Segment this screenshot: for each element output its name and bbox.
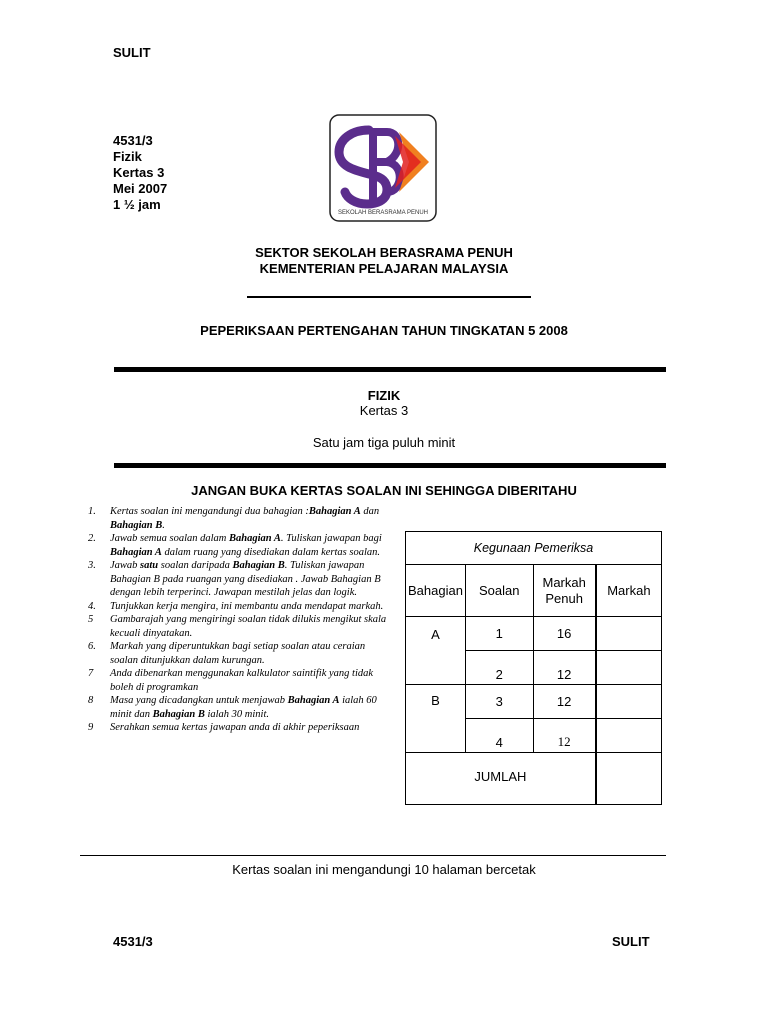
- penuh-1: 16: [533, 617, 596, 651]
- pages-note: Kertas soalan ini mengandungi 10 halaman bercetak: [232, 862, 536, 877]
- instruction-fragment: Jawab: [110, 560, 141, 571]
- instruction-text: [110, 694, 388, 721]
- paper-info: [113, 133, 167, 213]
- instruction-fragment: dan: [360, 506, 380, 517]
- paper-number: Kertas 3: [113, 165, 165, 180]
- section-a-label: A: [406, 617, 466, 685]
- instruction-number: 2.: [88, 533, 96, 544]
- org-line-1: SEKTOR SEKOLAH BERASRAMA PENUH: [255, 245, 513, 260]
- footer-rule: [80, 855, 666, 856]
- subject-name: FIZIK: [367, 388, 401, 403]
- instruction-fragment: Jawab semua soalan dalam: [110, 533, 229, 544]
- instruction-fragment: Serahkan semua kertas jawapan anda di akhir peperiksaan: [110, 722, 360, 733]
- instruction-emphasis: Bahagian A: [308, 506, 361, 517]
- instruction-item: [88, 640, 388, 667]
- soalan-3: 3: [465, 685, 533, 719]
- header-markah-penuh: Markah Penuh: [533, 565, 596, 617]
- instruction-emphasis: Bahagian A: [229, 533, 281, 544]
- sbp-logo: [329, 114, 437, 222]
- instruction-item: [88, 613, 388, 640]
- instruction-fragment: .: [162, 519, 165, 531]
- instruction-fragment: . Tuliskan jawapan Bahagian B pada ruangan yang disediakan . Jawab Bahagian B dengan lebih terperinci. Jawapan mestilah jelas dan logik.: [110, 560, 381, 598]
- instruction-item: [88, 505, 388, 532]
- instruction-item: [88, 532, 388, 559]
- sbp-logo-graphic: [329, 114, 437, 222]
- penuh-4: 12: [533, 719, 596, 753]
- instruction-fragment: soalan daripada: [158, 560, 233, 571]
- instruction-item: [88, 559, 388, 600]
- instruction-item: [88, 721, 388, 735]
- soalan-4: 4: [465, 719, 533, 753]
- warning-text: JANGAN BUKA KERTAS SOALAN INI SEHINGGA DIBERITAHU: [191, 483, 577, 498]
- exam-title: PEPERIKSAAN PERTENGAHAN TAHUN TINGKATAN 5 2008: [200, 323, 568, 338]
- instruction-fragment: Gambarajah yang mengiringi soalan tidak dilukis mengikut skala kecuali dinyatakan.: [110, 614, 387, 639]
- instruction-text: [110, 667, 388, 694]
- section-b-label: B: [406, 685, 466, 753]
- org-underline: [247, 296, 531, 298]
- instruction-number: 1.: [88, 506, 96, 517]
- instruction-emphasis: Bahagian B: [110, 519, 163, 531]
- instruction-text: [110, 600, 388, 614]
- instruction-text: [110, 505, 388, 532]
- table-caption: Kegunaan Pemeriksa: [406, 532, 662, 565]
- instruction-fragment: ialah 30 minit.: [204, 708, 269, 720]
- instruction-number: 3.: [88, 560, 96, 571]
- instruction-emphasis: satu: [140, 560, 159, 571]
- instruction-emphasis: Bahagian A: [110, 546, 162, 558]
- top-thick-rule: [114, 367, 666, 372]
- footer-paper-code: 4531/3: [113, 934, 153, 949]
- header-markah: Markah: [596, 565, 662, 617]
- header-soalan: Soalan: [465, 565, 533, 617]
- instruction-text: [110, 721, 388, 735]
- penuh-2: 12: [533, 651, 596, 685]
- instruction-number: 6.: [88, 641, 96, 652]
- markah-cell-3[interactable]: [596, 685, 662, 719]
- total-label: JUMLAH: [406, 753, 596, 805]
- soalan-1: 1: [465, 617, 533, 651]
- instruction-fragment: Anda dibenarkan menggunakan kalkulator saintifik yang tidak boleh di programkan: [110, 668, 374, 693]
- sulit-top-label: SULIT: [113, 45, 151, 60]
- instruction-number: 9: [88, 722, 94, 733]
- instructions-list: [88, 505, 388, 735]
- instruction-fragment: ialah 60 minit dan: [110, 695, 377, 720]
- instruction-emphasis: Bahagian B: [152, 708, 205, 720]
- bottom-thick-rule: [114, 463, 666, 468]
- markah-cell-4[interactable]: [596, 719, 662, 753]
- subject-paper: Kertas 3: [359, 403, 409, 418]
- subject-block: [0, 388, 768, 450]
- instruction-fragment: dalam ruang yang disediakan dalam kertas soalan.: [161, 546, 380, 558]
- markah-cell-1[interactable]: [596, 617, 662, 651]
- header-bahagian: Bahagian: [406, 565, 466, 617]
- instruction-number: 8: [88, 695, 94, 706]
- markah-cell-2[interactable]: [596, 651, 662, 685]
- examiner-table: [405, 531, 662, 805]
- paper-code: 4531/3: [113, 133, 153, 148]
- instruction-fragment: . Tuliskan jawapan bagi: [280, 533, 382, 544]
- paper-duration: 1 ½ jam: [113, 197, 161, 212]
- instruction-item: [88, 600, 388, 614]
- instruction-fragment: Markah yang diperuntukkan bagi setiap soalan atau ceraian soalan ditunjukkan dalam kurungan.: [110, 641, 366, 666]
- subject-duration: Satu jam tiga puluh minit: [312, 435, 456, 450]
- instruction-text: [110, 640, 388, 667]
- logo-caption: SEKOLAH BERASRAMA PENUH: [337, 210, 429, 216]
- instruction-emphasis: Bahagian B: [232, 560, 285, 571]
- soalan-2: 2: [465, 651, 533, 685]
- instruction-number: 4.: [88, 600, 96, 612]
- org-line-2: KEMENTERIAN PELAJARAN MALAYSIA: [259, 261, 509, 276]
- organisation-heading: [0, 245, 768, 277]
- penuh-3: 12: [533, 685, 596, 719]
- instruction-emphasis: Bahagian A: [287, 695, 340, 706]
- instruction-fragment: Tunjukkan kerja mengira, ini membantu anda mendapat markah.: [110, 600, 384, 612]
- instruction-item: [88, 694, 388, 721]
- instruction-fragment: Masa yang dicadangkan untuk menjawab: [110, 695, 288, 706]
- instruction-number: 7: [88, 668, 94, 679]
- paper-subject: Fizik: [113, 149, 142, 164]
- instruction-fragment: Kertas soalan ini mengandungi dua bahagian :: [110, 506, 309, 517]
- instruction-number: 5: [88, 614, 94, 625]
- instruction-text: [110, 559, 388, 600]
- instruction-item: [88, 667, 388, 694]
- instruction-text: [110, 613, 388, 640]
- instruction-text: [110, 532, 388, 559]
- paper-date: Mei 2007: [113, 181, 168, 196]
- sulit-bottom-label: SULIT: [612, 934, 650, 949]
- total-markah-cell[interactable]: [596, 753, 662, 805]
